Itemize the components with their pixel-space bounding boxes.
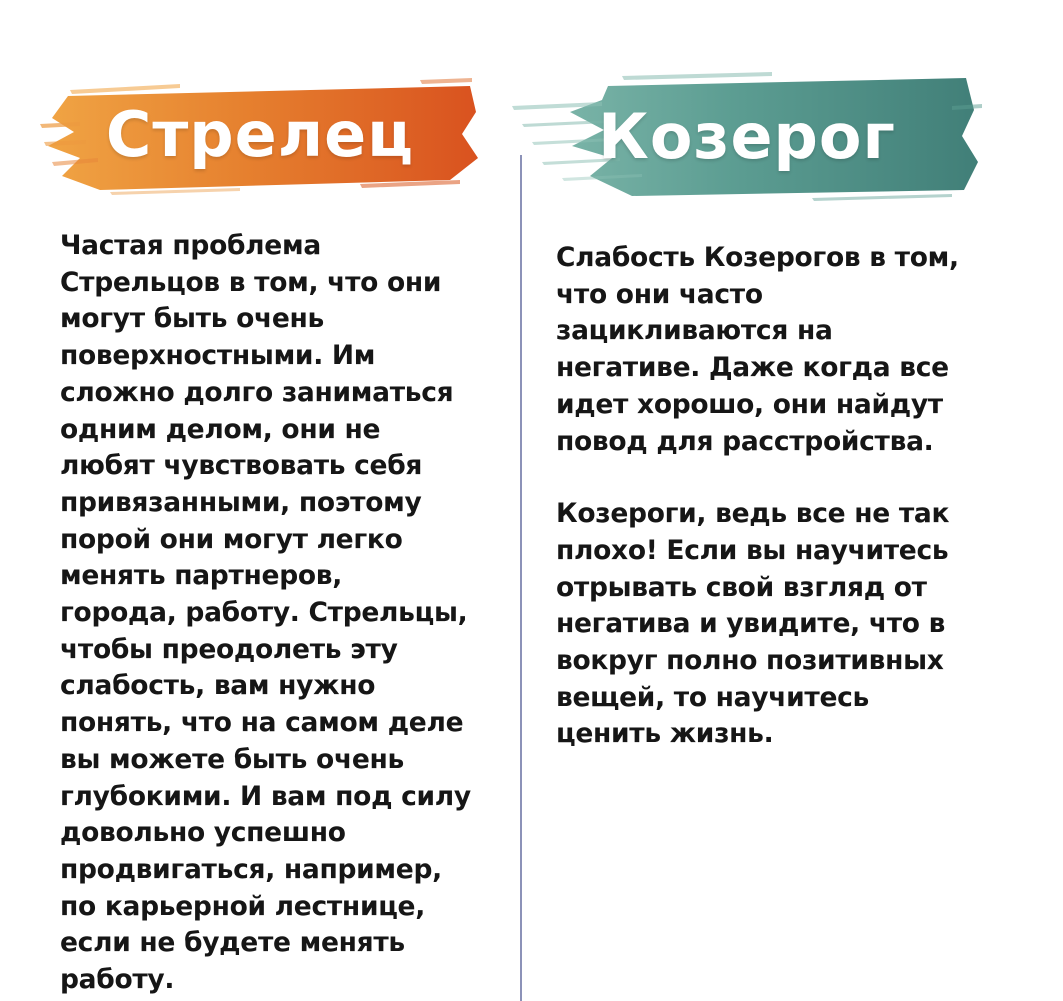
text-line: менять партнеров, [60, 560, 343, 592]
text-line: могут быть очень [60, 303, 325, 335]
sagittarius-text [60, 228, 500, 999]
text-line: сложно долго заниматься [60, 376, 454, 408]
text-line: работу. [60, 964, 175, 996]
text-line: продвигаться, например, [60, 853, 442, 885]
text-line: зацикливаются на [556, 315, 833, 347]
text-line: вокруг полно позитивных [556, 645, 944, 677]
capricorn-title-banner [512, 66, 982, 206]
text-line: плохо! Если вы научитесь [556, 534, 949, 566]
column-divider [520, 155, 522, 1001]
text-line: Стрельцов в том, что они [60, 266, 442, 298]
capricorn-text [556, 240, 996, 753]
text-line: порой они могут легко [60, 523, 403, 555]
text-line: ценить жизнь. [556, 718, 774, 750]
text-line: негатива и увидите, что в [556, 608, 946, 640]
text-line: Слабость Козерогов в том, [556, 242, 959, 273]
text-line: любят чувствовать себя [60, 450, 423, 482]
text-line: одним делом, они не [60, 413, 381, 445]
text-line: чтобы преодолеть эту [60, 633, 398, 665]
text-line: что они часто [556, 278, 763, 310]
text-line: поверхностными. Им [60, 340, 376, 372]
text-line: идет хорошо, они найдут [556, 388, 943, 420]
text-line: слабость, вам нужно [60, 670, 376, 702]
text-line: повод для расстройства. [556, 425, 934, 457]
capricorn-paragraph-1 [556, 240, 996, 460]
capricorn-title: Козерог [598, 99, 896, 173]
text-line: по карьерной лестнице, [60, 890, 425, 922]
text-line: довольно успешно [60, 817, 346, 849]
text-line: если не будете менять [60, 927, 405, 959]
sagittarius-paragraph [60, 228, 500, 999]
sagittarius-title: Стрелец [105, 97, 415, 171]
text-line: Козероги, ведь все не так [556, 498, 950, 530]
text-line: города, работу. Стрельцы, [60, 597, 468, 629]
capricorn-paragraph-2 [556, 496, 996, 753]
text-line: негативе. Даже когда все [556, 352, 949, 384]
text-line: вещей, то научитесь [556, 681, 869, 713]
sagittarius-title-banner [40, 72, 480, 196]
text-line: Частая проблема [60, 230, 321, 261]
text-line: отрывать свой взгляд от [556, 571, 927, 603]
text-line: привязанными, поэтому [60, 486, 422, 518]
text-line: понять, что на самом деле [60, 707, 464, 739]
text-line: вы можете быть очень [60, 743, 404, 775]
text-line: глубокими. И вам под силу [60, 780, 471, 812]
